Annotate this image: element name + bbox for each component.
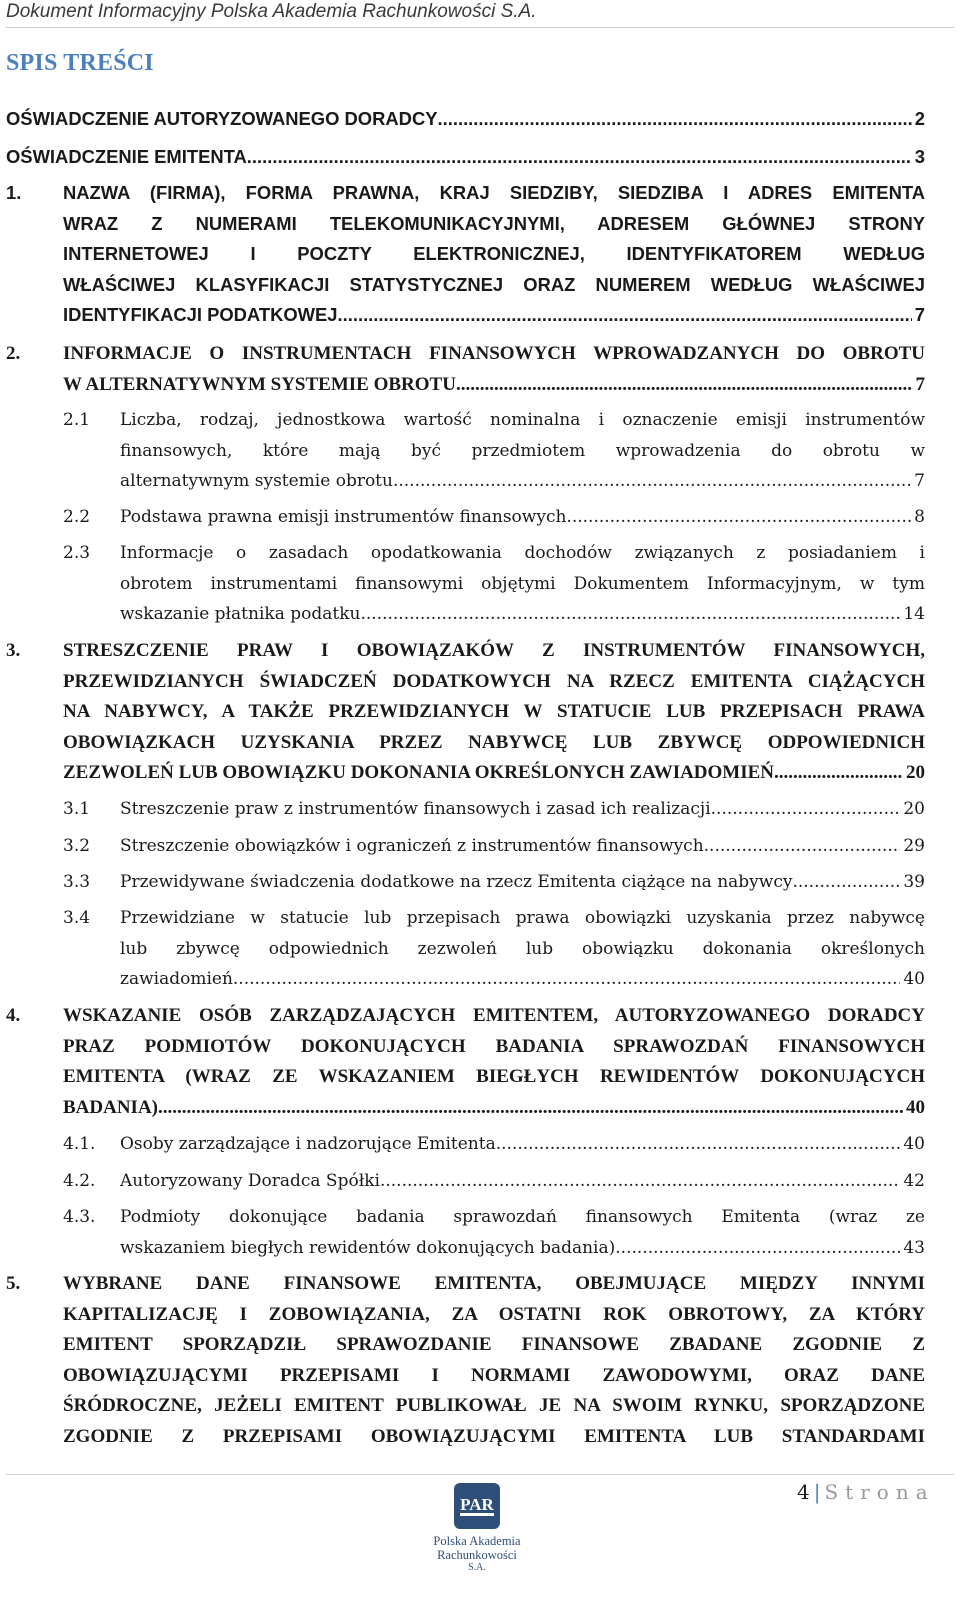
toc-page-number: 40 [903, 969, 925, 989]
toc-entry-title-line [120, 1129, 925, 1160]
footer-divider [6, 1474, 954, 1475]
toc-entry-title-text: Przewidywane świadczenia dodatkowe na rzecz Emitenta ciążące na nabywcy [120, 872, 793, 892]
logo-mark: PAR [460, 1495, 494, 1514]
toc-page-number: 7 [914, 471, 925, 491]
toc-entry-title-text: OŚWIADCZENIE EMITENTA [6, 146, 247, 167]
toc-entry-title-line: ŚRÓDROCZNE, JEŻELI EMITENT PUBLIKOWAŁ JE NA SWOIM RYNKU, SPORZĄDZONE [63, 1395, 925, 1416]
toc-entry-title-line: NAZWA (FIRMA), FORMA PRAWNA, KRAJ SIEDZIBY, SIEDZIBA I ADRES EMITENTA [63, 182, 925, 203]
toc-dot-leader [438, 104, 912, 135]
toc-entry-title-line [120, 466, 925, 497]
toc-entry-number: 4. [6, 1005, 21, 1026]
toc-entry-title-line [63, 370, 925, 401]
logo-name-line-1: Polska Akademia [433, 1534, 521, 1548]
toc-dot-leader [496, 1129, 901, 1160]
toc-entry-title-line: ZGODNIE Z PRZEPISAMI OBOWIĄZUJĄCYMI EMITENTA LUB STANDARDAMI [63, 1425, 925, 1447]
toc-dot-leader [456, 370, 913, 401]
toc-entry-title-line [120, 867, 925, 898]
toc-entry-title-line: WŁAŚCIWEJ KLASYFIKACJI STATYSTYCZNEJ ORAZ NUMEREM WEDŁUG WŁAŚCIWEJ [63, 273, 925, 295]
toc-entry-title-line: Przewidziane w statucie lub przepisach prawa obowiązki uzyskania przez nabywcę [120, 908, 925, 928]
toc-entry-title [120, 1202, 925, 1263]
toc-dot-leader [566, 502, 911, 533]
toc-entry-number: 2.3 [63, 543, 91, 563]
toc-entry-title-text: wskazaniem biegłych rewidentów dokonujących badania) [120, 1237, 616, 1258]
toc-entry-number: 3. [6, 640, 21, 661]
toc-entry-title [120, 794, 925, 825]
toc-entry-title-line: PRAZ PODMIOTÓW DOKONUJĄCYCH BADANIA SPRAWOZDAŃ FINANSOWYCH [63, 1035, 925, 1057]
page-number-label [797, 1480, 935, 1504]
document-header-title: Dokument Informacyjny Polska Akademia Rachunkowości S.A. [6, 1, 537, 22]
toc-entry-number: 3.4 [63, 908, 91, 928]
toc-entry-title-line [120, 1233, 925, 1264]
toc-dot-leader [774, 758, 903, 789]
toc-entry-title-line: lub zbywcę odpowiednich zezwoleń lub obowiązku dokonania określonych [120, 938, 925, 959]
toc-entry-title-line: OBOWIĄZUJĄCYMI PRZEPISAMI I NORMAMI ZAWODOWYMI, ORAZ DANE [63, 1364, 925, 1386]
logo-emblem-icon [454, 1483, 500, 1529]
toc-entry-number: 3.3 [63, 872, 91, 892]
toc-entry-title-line: Podmioty dokonujące badania sprawozdań finansowych Emitenta (wraz ze [120, 1207, 925, 1227]
toc-entry-title-line [120, 794, 925, 825]
page-number: 4 [797, 1480, 810, 1504]
toc-entry-title-line: KAPITALIZACJĘ I ZOBOWIĄZANIA, ZA OSTATNI ROK OBROTOWY, ZA KTÓRY [63, 1303, 925, 1325]
toc-entry-title [120, 867, 925, 898]
toc-entry-number: 2.2 [63, 507, 91, 527]
company-logo [421, 1483, 533, 1621]
toc-dot-leader [711, 794, 901, 825]
toc-entry-title [63, 1001, 925, 1123]
toc-entry-title-text: Streszczenie praw z instrumentów finansowych i zasad ich realizacji [120, 799, 711, 819]
toc-entry-title-line [6, 142, 925, 173]
toc-entry-title-text: alternatywnym systemie obrotu [120, 471, 393, 491]
toc-entry-title-line: STRESZCZENIE PRAW I OBOWIĄZAKÓW Z INSTRUMENTÓW FINANSOWYCH, [63, 640, 925, 661]
toc-dot-leader [380, 1166, 900, 1197]
toc-page-number: 40 [906, 1096, 925, 1118]
toc-dot-leader [247, 142, 912, 173]
toc-entry-title [6, 104, 925, 135]
toc-entry-title-line: OBOWIĄZKACH UZYSKANIA PRZEZ NABYWCĘ LUB ZBYWCĘ ODPOWIEDNICH [63, 731, 925, 753]
toc-entry-number: 4.1. [63, 1134, 96, 1154]
toc-entry-title-text: wskazanie płatnika podatku [120, 604, 361, 624]
toc-entry-title-text: W ALTERNATYWNYM SYSTEMIE OBROTU [63, 373, 456, 395]
toc-entry-title-line: Liczba, rodzaj, jednostkowa wartość nominalna i oznaczenie emisji instrumentów [120, 410, 925, 430]
toc-entry-number: 1. [6, 182, 22, 203]
toc-page-number: 43 [903, 1237, 925, 1258]
toc-dot-leader [704, 831, 901, 862]
toc-entry-title [63, 636, 925, 789]
toc-entry-title-line [63, 758, 925, 789]
toc-entry-number: 2. [6, 343, 21, 364]
toc-entry-title [63, 178, 925, 331]
toc-entry-title-text: Osoby zarządzające i nadzorujące Emitenta [120, 1134, 496, 1154]
toc-entry-title-line: NA NABYWCY, A TAKŻE PRZEWIDZIANYCH W STATUCIE LUB PRZEPISACH PRAWA [63, 701, 925, 722]
toc-dot-leader [792, 867, 900, 898]
toc-entry-number: 3.2 [63, 836, 91, 856]
toc-page-number: 29 [903, 836, 925, 856]
toc-page-number: 7 [915, 373, 925, 395]
toc-entry-title [6, 142, 925, 173]
toc-page-number: 14 [903, 604, 925, 624]
toc-entry-title-line [120, 502, 925, 533]
toc-entry-title-line [120, 831, 925, 862]
toc-entry-title-text: ZEZWOLEŃ LUB OBOWIĄZKU DOKONANIA OKREŚLONYCH ZAWIADOMIEŃ [63, 762, 775, 783]
toc-entry-title-line [63, 1093, 925, 1124]
toc-entry-number: 5. [6, 1273, 21, 1294]
toc-entry-title-line [6, 104, 925, 135]
toc-entry-title-line: PRZEWIDZIANYCH ŚWIADCZEŃ DODATKOWYCH NA RZECZ EMITENTA CIĄŻĄCYCH [63, 670, 925, 692]
toc-entry-title-line: WYBRANE DANE FINANSOWE EMITENTA, OBEJMUJĄCE MIĘDZY INNYMI [63, 1273, 925, 1294]
toc-dot-leader [233, 964, 900, 995]
toc-page-number: 42 [903, 1171, 925, 1191]
toc-page-number: 20 [903, 799, 925, 819]
toc-entry-number: 3.1 [63, 799, 91, 819]
toc-entry-title [120, 538, 925, 630]
toc-entry-title-line: EMITENT SPORZĄDZIŁ SPRAWOZDANIE FINANSOWE ZBADANE ZGODNIE Z [63, 1334, 925, 1355]
toc-entry-number: 2.1 [63, 410, 91, 430]
toc-dot-leader [393, 466, 911, 497]
toc-entry-title-line: finansowych, które mają być przedmiotem wprowadzenia do obrotu w [120, 440, 925, 461]
toc-entry-title [63, 1269, 925, 1452]
toc-dot-leader [338, 300, 912, 331]
toc-entry-title-line: WSKAZANIE OSÓB ZARZĄDZAJĄCYCH EMITENTEM, AUTORYZOWANEGO DORADCY [63, 1005, 925, 1026]
toc-entry-title-line [63, 300, 925, 331]
toc-entry-title-text: Podstawa prawna emisji instrumentów finansowych [120, 507, 567, 527]
toc-page-number: 7 [914, 304, 925, 325]
toc-entry-title-text: BADANIA) [63, 1096, 158, 1118]
logo-name-line-2: Rachunkowości [437, 1548, 517, 1562]
toc-entry-title-text: zawiadomień [120, 969, 233, 989]
toc-entry-title-line [120, 1166, 925, 1197]
toc-entry-title-text: Autoryzowany Doradca Spółki [120, 1171, 380, 1191]
toc-entry-title-line: Informacje o zasadach opodatkowania dochodów związanych z posiadaniem i [120, 543, 925, 563]
toc-entry-title-line: INTERNETOWEJ I POCZTY ELEKTRONICZNEJ, IDENTYFIKATOREM WEDŁUG [63, 243, 925, 264]
toc-page-number: 8 [914, 507, 925, 527]
toc-page-number: 3 [914, 146, 925, 167]
toc-entry-title-text: Streszczenie obowiązków i ograniczeń z instrumentów finansowych [120, 836, 704, 856]
toc-entry-title-text: OŚWIADCZENIE AUTORYZOWANEGO DORADCY [6, 108, 438, 129]
toc-entry-title-line: obrotem instrumentami finansowymi objętymi Dokumentem Informacyjnym, w tym [120, 573, 925, 594]
toc-entry-title-line: EMITENTA (WRAZ ZE WSKAZANIEM BIEGŁYCH REWIDENTÓW DOKONUJĄCYCH [63, 1066, 925, 1087]
toc-entry-title-line: INFORMACJE O INSTRUMENTACH FINANSOWYCH WPROWADZANYCH DO OBROTU [63, 343, 925, 364]
toc-entry-title [63, 339, 925, 400]
toc-entry-title [120, 502, 925, 533]
toc-dot-leader [158, 1093, 903, 1124]
toc-entry-title-text: IDENTYFIKACJI PODATKOWEJ [63, 304, 338, 325]
toc-entry-title [120, 405, 925, 497]
toc-page-number: 39 [903, 872, 925, 892]
toc-entry-title-line: WRAZ Z NUMERAMI TELEKOMUNIKACYJNYMI, ADRESEM GŁÓWNEJ STRONY [63, 212, 925, 234]
page-separator: | [813, 1480, 821, 1504]
toc-entry-title [120, 1166, 925, 1197]
toc-dot-leader [360, 599, 900, 630]
page-word: Strona [824, 1480, 935, 1504]
toc-dot-leader [615, 1233, 900, 1264]
logo-name-line-3: S.A. [468, 1562, 486, 1573]
toc-page-number: 2 [914, 108, 925, 129]
toc-page-number: 20 [906, 762, 925, 783]
toc-entry-title [120, 903, 925, 995]
toc-entry-title [120, 1129, 925, 1160]
toc-entry-title-line [120, 599, 925, 630]
toc-entry-number: 4.2. [63, 1171, 96, 1191]
toc-heading: SPIS TREŚCI [6, 50, 154, 76]
toc-page-number: 40 [903, 1134, 925, 1154]
toc-entry-title [120, 831, 925, 862]
toc-entry-number: 4.3. [63, 1207, 96, 1227]
toc-entry-title-line [120, 964, 925, 995]
